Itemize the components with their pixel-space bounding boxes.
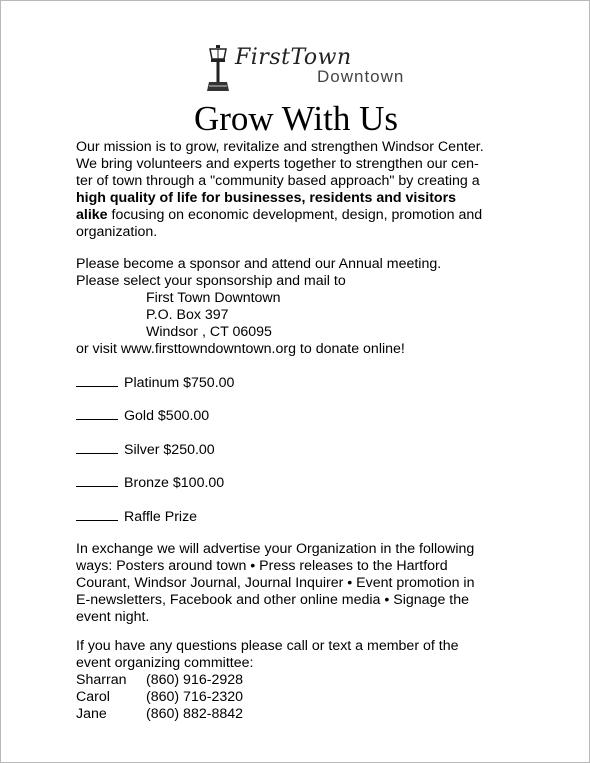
donate-online-line: or visit www.firsttowndowntown.org to donate online! [76,341,405,357]
sponsor-paragraph [76,256,531,358]
sponsorship-label: Silver $250.00 [124,442,215,458]
questions-paragraph [76,638,531,723]
page-title: Grow With Us [193,99,399,138]
mission-text: focusing on economic development, design, promotion and [107,207,483,223]
sponsorship-option-silver [76,441,215,459]
mission-line [76,207,531,224]
contact-phone: (860) 882-8842 [146,706,244,722]
contact-name: Sharran [76,672,127,688]
exchange-line: event night. [76,609,150,625]
selection-blank-line[interactable] [76,441,118,454]
contact-phone: (860) 716-2320 [146,689,244,705]
contact-row [76,689,531,706]
contact-phone: (860) 916-2928 [146,672,244,688]
sponsorship-label: Platinum $750.00 [124,375,235,391]
sponsor-line: Please select your sponsorship and mail to [76,273,346,289]
sponsorship-option-raffle [76,508,197,526]
mission-line: Our mission is to grow, revitalize and strengthen Windsor Center. [76,139,484,155]
contact-name: Jane [76,706,107,722]
logo-text-firsttown: FirstTown [235,45,352,70]
exchange-line: ways: Posters around town • Press releases to the Hartford [76,558,448,574]
sponsorship-option-bronze [76,474,224,492]
sponsorship-label: Raffle Prize [124,509,198,525]
questions-line: event organizing committee: [76,655,254,671]
contact-name: Carol [76,689,110,705]
mission-line: We bring volunteers and experts together to strengthen our cen- [76,156,479,172]
mission-line: ter of town through a "community based approach" by creating a [76,173,480,189]
sponsorship-option-platinum [76,374,234,392]
questions-line: If you have any questions please call or text a member of the [76,638,459,654]
selection-blank-line[interactable] [76,508,118,521]
sponsorship-label: Gold $500.00 [124,408,210,424]
exchange-line: Courant, Windsor Journal, Journal Inquirer • Event promotion in [76,575,475,591]
exchange-line: In exchange we will advertise your Organization in the following [76,541,475,557]
mailing-address-line: First Town Downtown [146,290,281,306]
mission-line-bold [76,190,531,207]
mission-line: organization. [76,224,158,240]
exchange-paragraph [76,541,531,626]
mission-paragraph [76,139,531,241]
selection-blank-line[interactable] [76,407,118,420]
exchange-line: E-newsletters, Facebook and other online media • Signage the [76,592,469,608]
sponsorship-label: Bronze $100.00 [124,475,225,491]
selection-blank-line[interactable] [76,374,118,387]
selection-blank-line[interactable] [76,474,118,487]
logo [197,43,427,93]
contact-row [76,672,531,689]
logo-text-downtown: Downtown [317,67,405,86]
lamp-post-icon [203,45,233,93]
mission-bold-text: alike [76,207,108,223]
sponsorship-option-gold [76,407,209,425]
contact-row [76,706,531,723]
mission-bold-text: high quality of life for businesses, residents and visitors [76,190,456,206]
sponsor-line: Please become a sponsor and attend our Annual meeting. [76,256,442,272]
mailing-address-line: Windsor , CT 06095 [146,324,272,340]
mailing-address-line: P.O. Box 397 [146,307,229,323]
